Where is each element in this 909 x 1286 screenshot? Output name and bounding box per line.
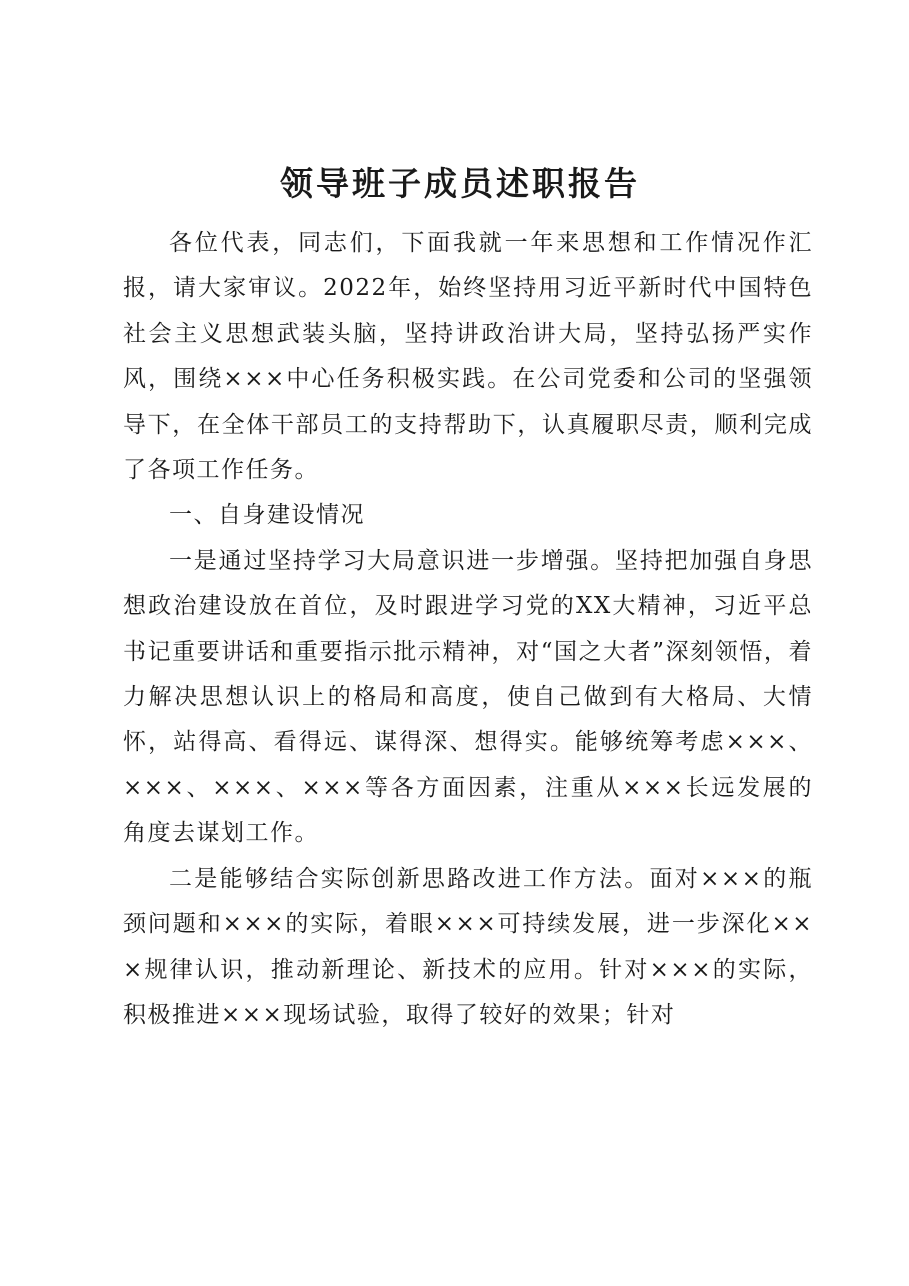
document-body	[123, 221, 813, 1038]
section-heading: 一、自身建设情况	[169, 502, 365, 529]
document-title: 领导班子成员述职报告	[280, 164, 640, 203]
intro-paragraph: 各位代表，同志们，下面我就一年来思想和工作情况作汇报，请大家审议。2022年，始终坚持用习近平新时代中国特色社会主义思想武装头脑，坚持讲政治讲大局，坚持弘扬严实作风，围绕×××中心任务积极实践。在公司党委和公司的坚强领导下，在全体干部员工的支持帮助下，认真履职尽责，顺利完成了各项工作任务。	[123, 230, 813, 484]
body-paragraph-2: 二是能够结合实际创新思路改进工作方法。面对×××的瓶颈问题和×××的实际，着眼×××可持续发展，进一步深化×××规律认识，推动新理论、新技术的应用。针对×××的实际，积极推进×××现场试验，取得了较好的效果；针对	[123, 865, 813, 1028]
body-paragraph-1: 一是通过坚持学习大局意识进一步增强。坚持把加强自身思想政治建设放在首位，及时跟进学习党的XX大精神，习近平总书记重要讲话和重要指示批示精神，对“国之大者”深刻领悟，着力解决思想认识上的格局和高度，使自己做到有大格局、大情怀，站得高、看得远、谋得深、想得实。能够统筹考虑×××、×××、×××、×××等各方面因素，注重从×××长远发展的角度去谋划工作。	[123, 547, 813, 847]
